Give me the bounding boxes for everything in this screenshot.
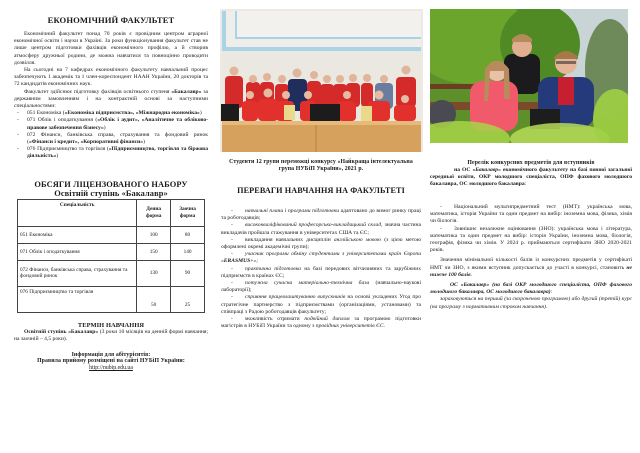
os-bachelor-title: ОС «Бакалавр» (на базі ОКР молодшого спеціаліста, ОПФ фахового молодшого бакалавра, ОС молодшого бакалавра): [430,282,632,296]
intro-paragraph-3: Факультет здійснює підготовку фахівців освітнього ступеня «Бакалавр» за державним замовленням і на контрактній основі за наступними спеціальностями: [14,88,209,110]
advantage-item: - практична підготовка на базі передових вітчизняних та зарубіжних підприємств в країнах ЄС; [221,265,422,279]
license-subtitle: Освітній ступінь «Бакалавр» [54,188,168,198]
advantage-item: - викладання навчальних дисциплін англійською мовою (з цією метою оформлені окремі академічні групи); [221,236,421,251]
subjects-list-subtitle: на ОС «Бакалавр» економічного факультету на базі повної загальної середньої освіти, ОКР молодшого спеціаліста, ОПФ фахового молодшого бакалавра, ОС молодшого бакалавра: [430,167,633,188]
study-term-text: Освітній ступінь «Бакалавр» (3 роки 10 місяців на денній формі навчання; на заочній – 4,5 роки). [14,328,208,342]
license-table [17,199,205,313]
advantage-item: - навчальні плани і програми підготовки адаптовано до вимог ринку праці та роботодавців; [221,208,421,222]
table-header-row [18,199,205,226]
admission-rules-text: Правила прийому розміщені на сайті НУБіП України: [37,358,185,365]
column-advantages [221,0,421,453]
header-part-time: Заочна форма [171,199,205,226]
advantage-item: - сприяння працевлаштуванню випускників на основі укладених Угод про стратегічне партнерство з підприємствами (організаціями, установами) та співпраці з Радою роботодавців факультету; [221,294,421,315]
os-bachelor-text: зараховуються на перший (за скороченою програмою) або другий (третій) курс (на програму з нормативним строком навчання). [430,296,632,310]
table-row: 051 Економіка 100 80 [18,226,205,243]
photo-caption: Студенти 12 групи переможці конкурсу «Найкраща інтелектуальна група НУБіП України», 2021 р. [229,159,413,172]
table-row: 071 Облік і оподаткування 150 140 [18,243,205,260]
intro-paragraph-1: Економічний факультет понад 70 років є провідним центром аграрної економічної освіти і науки в Україні. За роки функціонування факультет став не лише центром підготовки фахівців економічного профілю, а й створив атмосферу дружньої родини, де можна навчатися та повноцінно проводити дозвілля. [14,31,208,66]
zno-paragraph: - Зовнішнє незалежне оцінювання (ЗНО): українська мова і література, математика та один предмет на вибір: історія України, іноземна мова, біологія, географія, фізика чи хімія. У 2024 р. приймаються сертифікати ЗНО 2020-2021 років. [430,225,632,254]
license-title: ОБСЯГИ ЛІЦЕНЗОВАНОГО НАБОРУ [34,179,188,189]
specialty-item: - 071 Облік і оподаткування («Облік і аудит», «Аналітичне та обліково-правове забезпечення бізнесу») [14,117,208,131]
advantage-item: - висококваліфікований професорсько-викладацький склад, значна частина викладачів пройшла стажування в університетах США та ЄС; [221,222,421,236]
specialty-item: - 051 Економіка («Економіка підприємства», «Міжнародна економіка») [14,110,208,117]
students-photo [430,9,628,143]
advantage-item: - потужна сучасна матеріально-технічна база (навчально-наукові лабораторії); [221,280,422,294]
advantages-list [221,208,421,330]
specialty-item: - 072 Фінанси, банківська справа, страхування та фондовий ринок («Фінанси і кредит», «Корпоративні фінанси») [14,132,208,146]
students-photo-image [430,9,628,143]
min-score-paragraph: Значення мінімальної кількості балів із конкурсних предметів у сертифікаті НМТ чи ЗНО, з якими вступник допускається до участі в конкурсі, становить не нижче 100 балів. [430,257,632,278]
group-photo [220,9,423,152]
table-row: 072 Фінанси, банківська справа, страхування та фондовий ринок 130 90 [18,260,205,286]
advantages-title: ПЕРЕВАГИ НАВЧАННЯ НА ФАКУЛЬТЕТІ [237,186,405,195]
subjects-list-title: Перелік конкурсних предметів для вступників [467,160,595,166]
university-website-link[interactable]: http://nubip.edu.ua [89,365,133,372]
header-specialty: Спеціальність [18,199,137,226]
advantage-item: - учасник програми обміну студентами з університетами країн Європи «ERASMUS+»; [221,251,421,265]
table-row: 076 Підприємництво та торгівля 50 25 [18,286,205,312]
group-photo-image [220,9,423,152]
applicant-info-title: Інформація для абітурієнтів: [71,352,151,359]
nmt-paragraph: - Національний мультипредметний тест (НМТ): українська мова, математика, історія України та один предмет на вибір: іноземна мова, фізика, хімія чи біологія. [430,204,632,225]
specialty-list [14,110,208,160]
faculty-title: ЕКОНОМІЧНИЙ ФАКУЛЬТЕТ [47,15,175,25]
column-faculty-info [14,0,208,453]
header-full-time: Денна форма [137,199,171,226]
admission-details [430,204,632,311]
specialty-item: - 076 Підприємництво та торгівля («Підприємництво, торгівля та біржова діяльність») [14,146,208,160]
study-term-title: ТЕРМІН НАВЧАННЯ [77,321,145,329]
column-admission [430,0,632,453]
advantage-item: - можливість отримати подвійний диплом за програмою підготовки магістрів в НУБіП України та одному з провідних університетів ЄС. [221,316,422,330]
intro-paragraph-2: На сьогодні на 7 кафедрах економічного факультету навчальний процес забезпечують 1 академік та 1 член-кореспондент НААН України, 20 докторів та 72 кандидатів економічних наук. [14,67,208,88]
